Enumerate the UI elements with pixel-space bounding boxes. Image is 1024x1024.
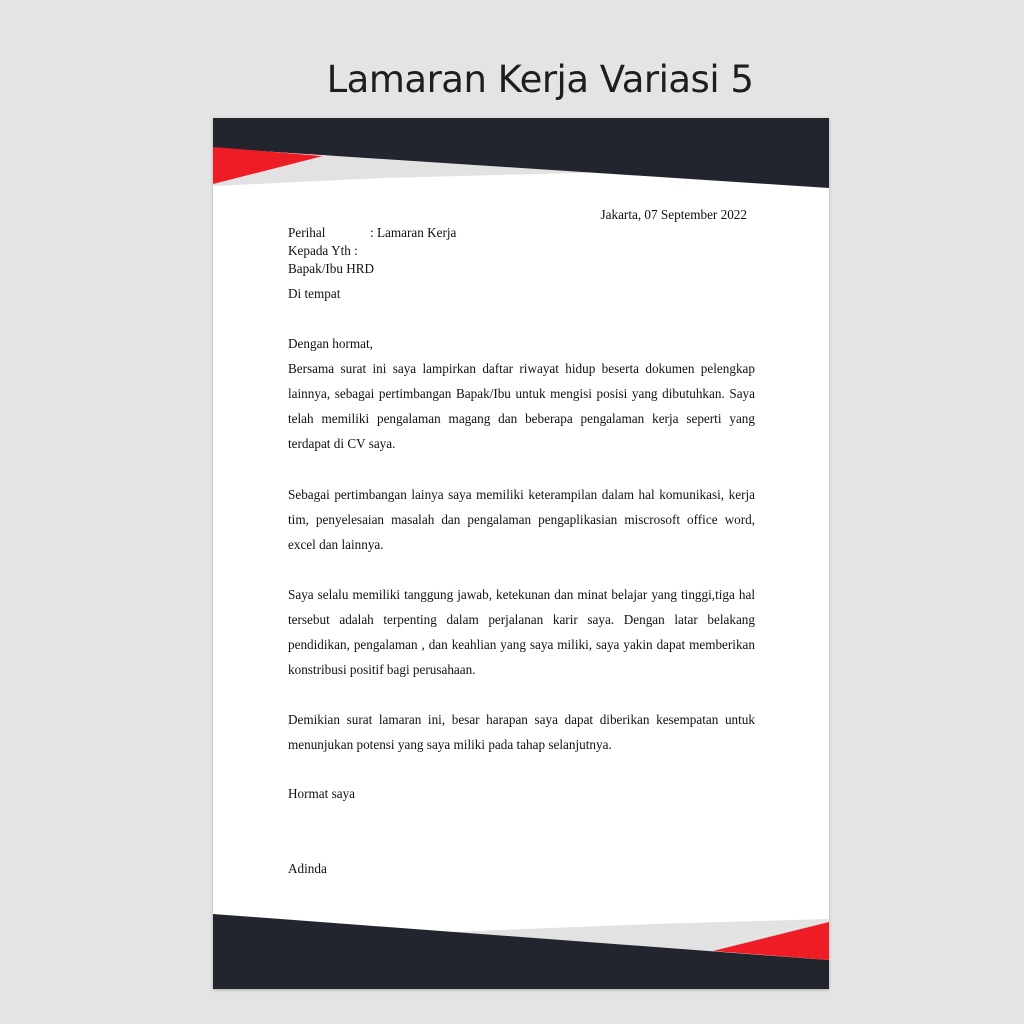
recipient-name: Bapak/Ibu HRD xyxy=(288,261,375,276)
closing: Hormat saya xyxy=(288,786,356,801)
paragraph-2: Sebagai pertimbangan lainya saya memiliki keterampilan dalam hal komunikasi, kerja tim, penyelesaian masalah dan pengalaman pengaplikasian miscrosoft office word, excel dan lainnya. xyxy=(288,487,755,552)
recipient-to: Kepada Yth : xyxy=(288,243,358,258)
footer-decoration xyxy=(213,914,829,989)
subject-label: Perihal xyxy=(288,225,326,240)
subject-value: : Lamaran Kerja xyxy=(370,225,457,240)
greeting: Dengan hormat, xyxy=(288,336,373,351)
poster-title: Lamaran Kerja Variasi 5 xyxy=(326,58,754,101)
letter-date: Jakarta, 07 September 2022 xyxy=(600,207,747,222)
subject-line xyxy=(288,225,456,241)
paragraph-1: Bersama surat ini saya lampirkan daftar riwayat hidup beserta dokumen pelengkap lainnya, sebagai pertimbangan Bapak/Ibu untuk mengisi posisi yang dibutuhkan. Saya telah memiliki pengalaman magang dan beberapa pengalaman kerja seperti yang terdapat di CV saya. xyxy=(288,361,755,451)
recipient-place: Di tempat xyxy=(288,286,341,301)
letter-paper xyxy=(213,118,829,989)
header-decoration xyxy=(213,118,829,193)
signature-name: Adinda xyxy=(288,861,327,876)
paragraph-4: Demikian surat lamaran ini, besar harapan saya dapat diberikan kesempatan untuk menunjukan potensi yang saya miliki pada tahap selanjutnya. xyxy=(288,712,755,752)
paragraph-3: Saya selalu memiliki tanggung jawab, ketekunan dan minat belajar yang tinggi,tiga hal tersebut adalah terpenting dalam perjalanan karir saya. Dengan latar belakang pendidikan, pengalaman , dan keahlian yang saya miliki, saya yakin dapat memberikan konstribusi positif bagi perusahaan. xyxy=(288,587,755,677)
